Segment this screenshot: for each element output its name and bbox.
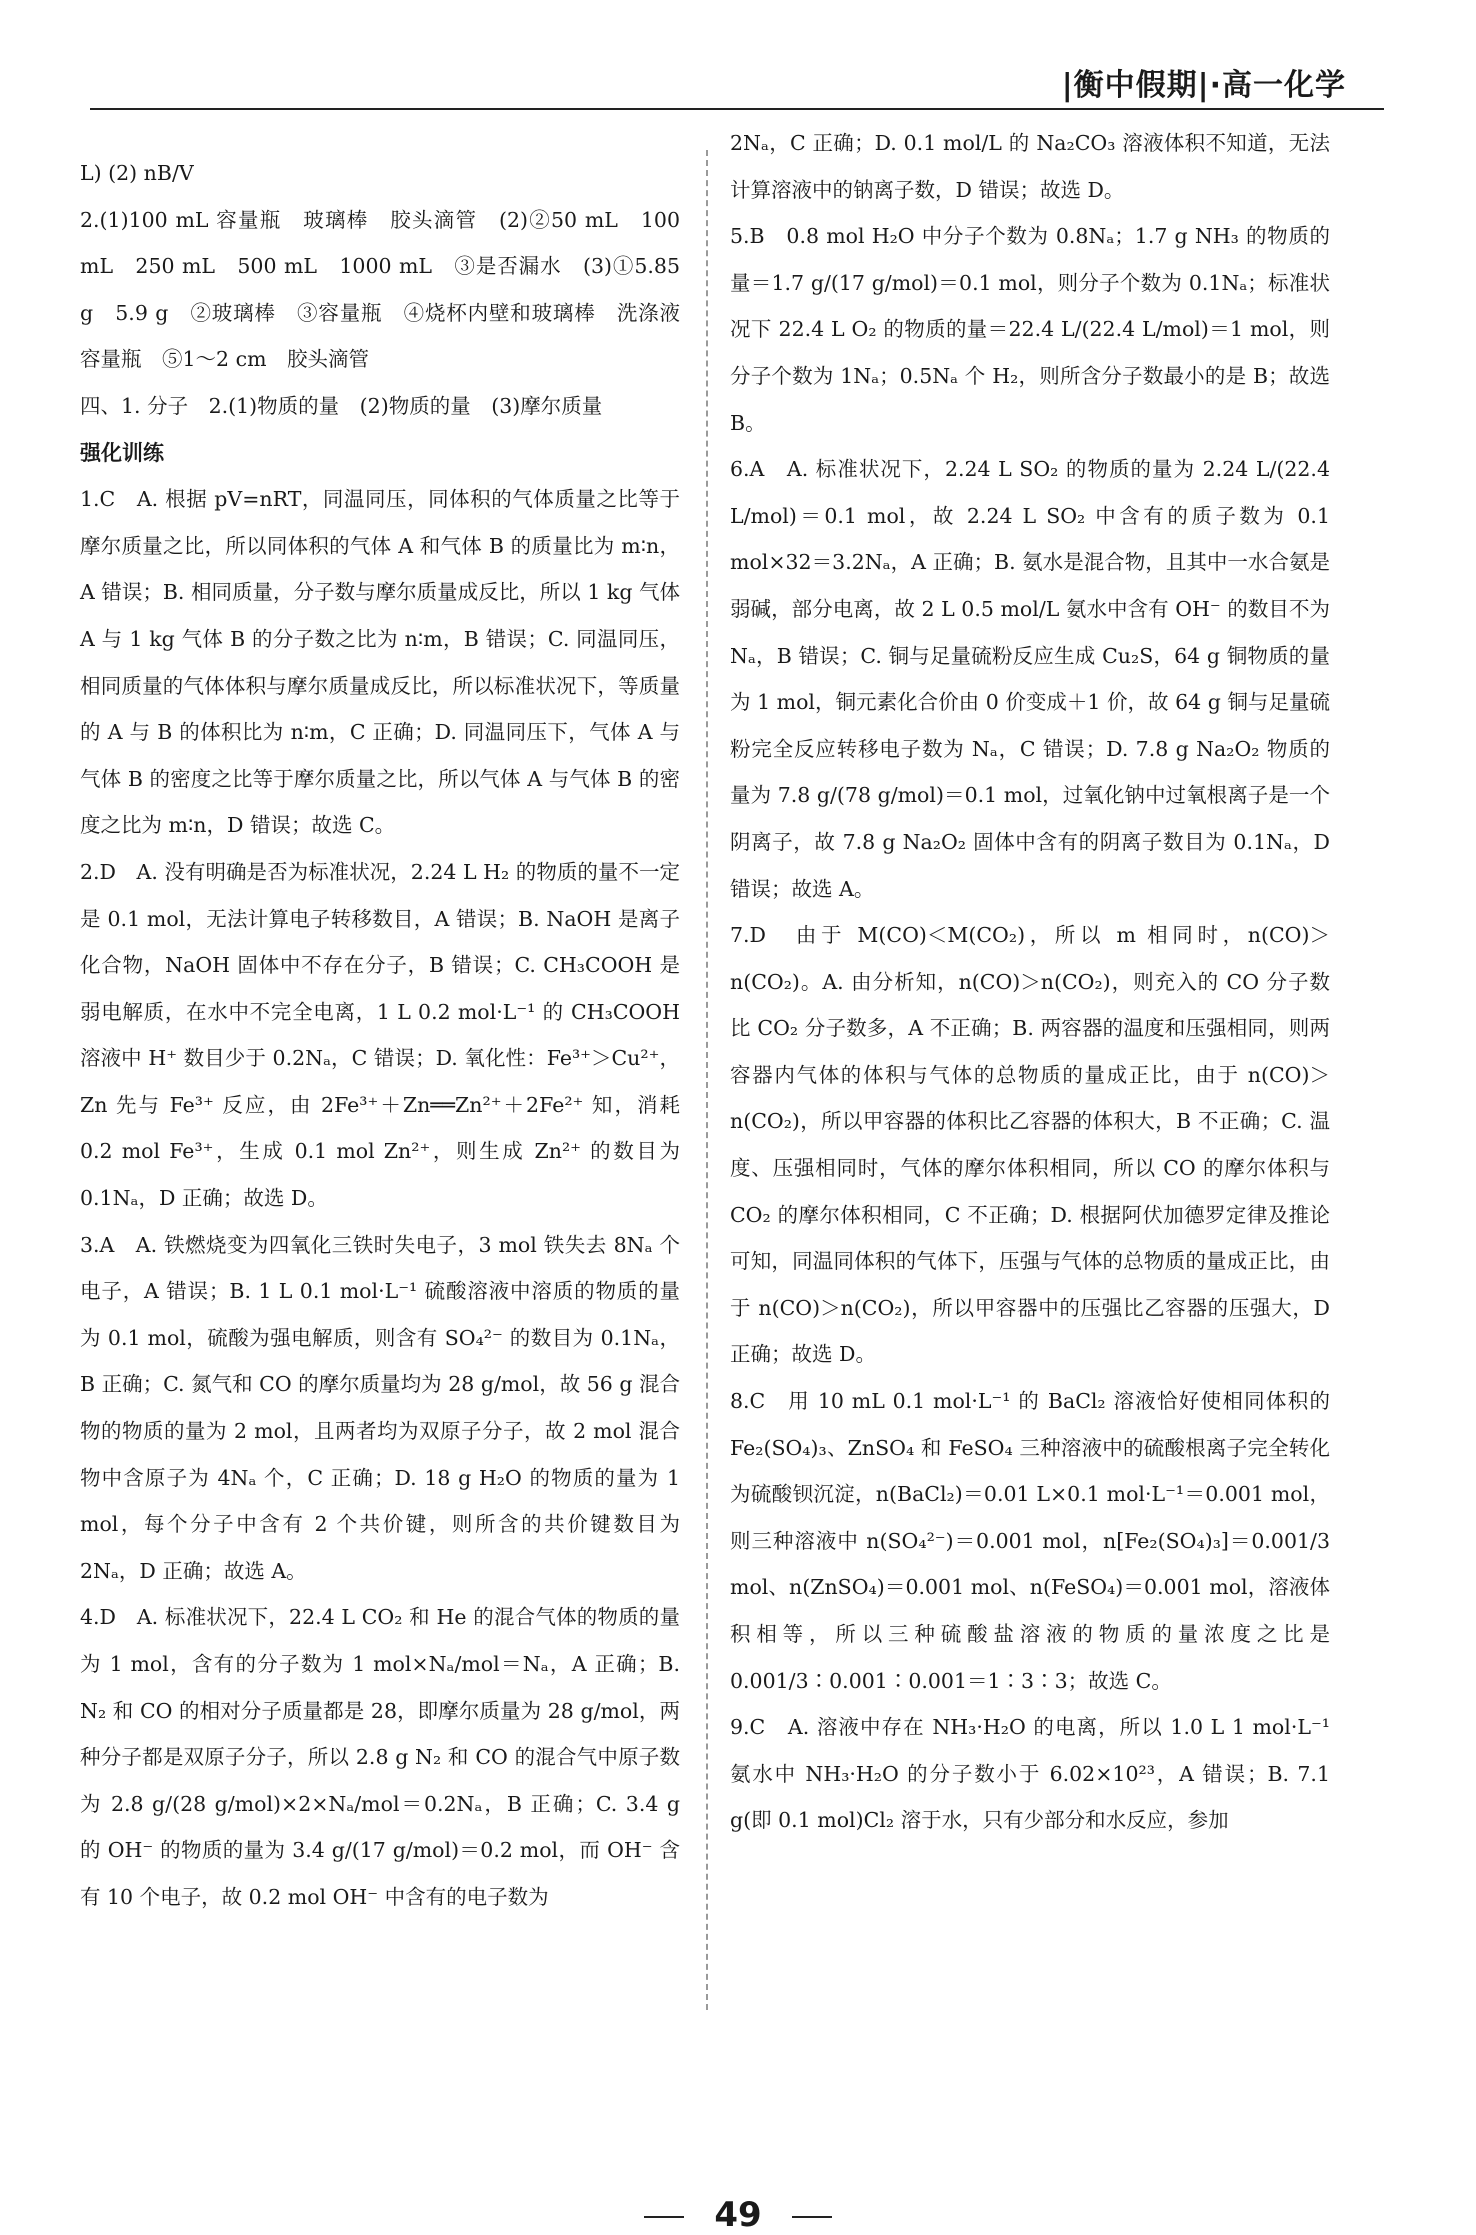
paragraph: 2.D A. 没有明确是否为标准状况，2.24 L H₂ 的物质的量不一定是 0.1 mol，无法计算电子转移数目，A 错误；B. NaOH 是离子化合物，NaOH 固体中不存在分子，B 错误；C. CH₃COOH 是弱电解质，在水中不完全电离，1 L 0.2 mol·L⁻¹ 的 CH₃COOH 溶液中 H⁺ 数目少于 0.2Nₐ，C 错误；D. 氧化性：Fe³⁺＞Cu²⁺，Zn 先与 Fe³⁺ 反应，由 2Fe³⁺＋Zn══Zn²⁺＋2Fe²⁺ 知，消耗 0.2 mol Fe³⁺，生成 0.1 mol Zn²⁺，则生成 Zn²⁺ 的数目为 0.1Nₐ，D 正确；故选 D。 [80, 859, 680, 1211]
paragraph: 1.C A. 根据 pV=nRT，同温同压，同体积的气体质量之比等于摩尔质量之比，所以同体积的气体 A 和气体 B 的质量比为 m∶n，A 错误；B. 相同质量，分子数与摩尔质量成反比，所以 1 kg 气体 A 与 1 kg 气体 B 的分子数之比为 n∶m，B 错误；C. 同温同压，相同质量的气体体积与摩尔质量成反比，所以标准状况下，等质量的 A 与 B 的体积比为 n∶m，C 正确；D. 同温同压下，气体 A 与气体 B 的密度之比等于摩尔质量之比，所以气体 A 与气体 B 的密度之比为 m∶n，D 错误；故选 C。 [80, 487, 680, 838]
paragraph: 四、1. 分子 2.(1)物质的量 (2)物质的量 (3)摩尔质量 [80, 393, 603, 418]
right-column [730, 120, 1330, 1844]
left-column [80, 150, 701, 1921]
footer-dash-right [792, 2216, 832, 2218]
paragraph: 4.D A. 标准状况下，22.4 L CO₂ 和 He 的混合气体的物质的量为 1 mol，含有的分子数为 1 mol×Nₐ/mol＝Nₐ，A 正确；B. N₂ 和 CO 的相对分子质量都是 28，即摩尔质量为 28 g/mol，两种分子都是双原子分子，所以 2.8 g N₂ 和 CO 的混合气中原子数为 2.8 g/(28 g/mol)×2×Nₐ/mol＝0.2Nₐ，B 正确；C. 3.4 g 的 OH⁻ 的物质的量为 3.4 g/(17 g/mol)＝0.2 mol，而 OH⁻ 含有 10 个电子，故 0.2 mol OH⁻ 中含有的电子数为 [80, 1605, 680, 1909]
header-rule [90, 108, 1384, 110]
section-heading: 强化训练 [80, 440, 164, 465]
paragraph: L) (2) nB/V [80, 161, 194, 185]
paragraph: 9.C A. 溶液中存在 NH₃·H₂O 的电离，所以 1.0 L 1 mol·L⁻¹ 氨水中 NH₃·H₂O 的分子数小于 6.02×10²³，A 错误；B. 7.1 g(即 0.1 mol)Cl₂ 溶于水，只有少部分和水反应，参加 [730, 1715, 1330, 1833]
page-number: 49 [714, 2195, 762, 2235]
column-divider [706, 150, 708, 2010]
paragraph: 7.D 由于 M(CO)＜M(CO₂)，所以 m 相同时，n(CO)＞n(CO₂)。A. 由分析知，n(CO)＞n(CO₂)，则充入的 CO 分子数比 CO₂ 分子数多，A 不正确；B. 两容器的温度和压强相同，则两容器内气体的体积与气体的总物质的量成正比，由于 n(CO)＞n(CO₂)，所以甲容器的体积比乙容器的体积大，B 不正确；C. 温度、压强相同时，气体的摩尔体积相同，所以 CO 的摩尔体积与 CO₂ 的摩尔体积相同，C 不正确；D. 根据阿伏加德罗定律及推论可知，同温同体积的气体下，压强与气体的总物质的量成正比，由于 n(CO)＞n(CO₂)，所以甲容器中的压强比乙容器的压强大，D 正确；故选 D。 [730, 923, 1330, 1367]
footer-dash-left [644, 2216, 684, 2218]
running-header: |衡中假期|·高一化学 [1061, 68, 1346, 103]
paragraph: 5.B 0.8 mol H₂O 中分子个数为 0.8Nₐ；1.7 g NH₃ 的物质的量＝1.7 g/(17 g/mol)＝0.1 mol，则分子个数为 0.1Nₐ；标准状况下 22.4 L O₂ 的物质的量＝22.4 L/(22.4 L/mol)＝1 mol，则分子个数为 1Nₐ；0.5Nₐ 个 H₂，则所含分子数最小的是 B；故选 B。 [730, 224, 1330, 435]
paragraph: 8.C 用 10 mL 0.1 mol·L⁻¹ 的 BaCl₂ 溶液恰好使相同体积的 Fe₂(SO₄)₃、ZnSO₄ 和 FeSO₄ 三种溶液中的硫酸根离子完全转化为硫酸钡沉淀，n(BaCl₂)＝0.01 L×0.1 mol·L⁻¹＝0.001 mol，则三种溶液中 n(SO₄²⁻)＝0.001 mol，n[Fe₂(SO₄)₃]＝0.001/3 mol、n(ZnSO₄)＝0.001 mol、n(FeSO₄)＝0.001 mol，溶液体积相等，所以三种硫酸盐溶液的物质的量浓度之比是 0.001/3∶0.001∶0.001＝1∶3∶3；故选 C。 [730, 1389, 1330, 1693]
page-footer [0, 2195, 1476, 2235]
paragraph: 2Nₐ，C 正确；D. 0.1 mol/L 的 Na₂CO₃ 溶液体积不知道，无法计算溶液中的钠离子数，D 错误；故选 D。 [730, 131, 1330, 202]
paragraph: 3.A A. 铁燃烧变为四氧化三铁时失电子，3 mol 铁失去 8Nₐ 个电子，A 错误；B. 1 L 0.1 mol·L⁻¹ 硫酸溶液中溶质的物质的量为 0.1 mol，硫酸为强电解质，则含有 SO₄²⁻ 的数目为 0.1Nₐ，B 正确；C. 氮气和 CO 的摩尔质量均为 28 g/mol，故 56 g 混合物的物质的量为 2 mol，且两者均为双原子分子，故 2 mol 混合物中含原子为 4Nₐ 个，C 正确；D. 18 g H₂O 的物质的量为 1 mol，每个分子中含有 2 个共价键，则所含的共价键数目为 2Nₐ，D 正确；故选 A。 [80, 1232, 680, 1583]
paragraph: 2.(1)100 mL 容量瓶 玻璃棒 胶头滴管 (2)②50 mL 100 mL 250 mL 500 mL 1000 mL ③是否漏水 (3)①5.85 g 5.9 g ②玻璃棒 ③容量瓶 ④烧杯内壁和玻璃棒 洗涤液 容量瓶 ⑤1～2 cm 胶头滴管 [80, 207, 701, 372]
paragraph: 6.A A. 标准状况下，2.24 L SO₂ 的物质的量为 2.24 L/(22.4 L/mol)＝0.1 mol，故 2.24 L SO₂ 中含有的质子数为 0.1 mol×32＝3.2Nₐ，A 正确；B. 氨水是混合物，且其中一水合氨是弱碱，部分电离，故 2 L 0.5 mol/L 氨水中含有 OH⁻ 的数目不为 Nₐ，B 错误；C. 铜与足量硫粉反应生成 Cu₂S，64 g 铜物质的量为 1 mol，铜元素化合价由 0 价变成＋1 价，故 64 g 铜与足量硫粉完全反应转移电子数为 Nₐ，C 错误；D. 7.8 g Na₂O₂ 物质的量为 7.8 g/(78 g/mol)＝0.1 mol，过氧化钠中过氧根离子是一个阴离子，故 7.8 g Na₂O₂ 固体中含有的阴离子数目为 0.1Nₐ，D 错误；故选 A。 [730, 457, 1330, 901]
